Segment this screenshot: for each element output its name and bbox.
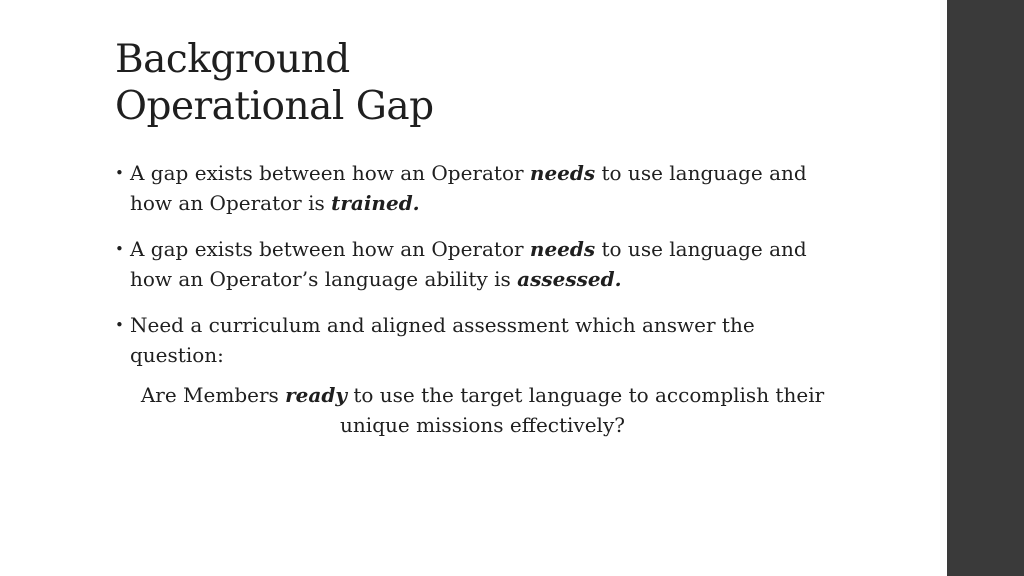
bullet-marker: • — [115, 164, 124, 182]
bullet-item-curriculum — [115, 310, 835, 370]
title-line-1: Background — [115, 37, 350, 82]
slide-title — [115, 36, 434, 130]
guiding-question — [130, 380, 835, 440]
title-line-2: Operational Gap — [115, 84, 434, 129]
emphasis-assessed: assessed. — [517, 267, 622, 291]
question-text: to use the target language to accomplish their unique missions effectively? — [340, 383, 825, 437]
emphasis-needs: needs — [529, 161, 596, 185]
bullet-item-trained — [115, 158, 835, 218]
bullet-marker: • — [115, 240, 124, 258]
emphasis-ready: ready — [285, 383, 347, 407]
emphasis-needs: needs — [529, 237, 596, 261]
slide-body — [115, 158, 835, 460]
emphasis-trained: trained. — [331, 191, 420, 215]
bullet-text: A gap exists between how an Operator — [130, 237, 530, 261]
bullet-item-assessed — [115, 234, 835, 294]
bullet-marker: • — [115, 316, 124, 334]
bullet-text: to use language and how an Operator’s language ability is — [130, 237, 807, 291]
bullet-text: Need a curriculum and aligned assessment which answer the question: — [130, 313, 755, 367]
bullet-text: to use language and how an Operator is — [130, 161, 807, 215]
bullet-list — [115, 158, 835, 370]
question-text: Are Members — [140, 383, 286, 407]
bullet-text: A gap exists between how an Operator — [130, 161, 530, 185]
side-accent-bar — [947, 0, 1024, 576]
